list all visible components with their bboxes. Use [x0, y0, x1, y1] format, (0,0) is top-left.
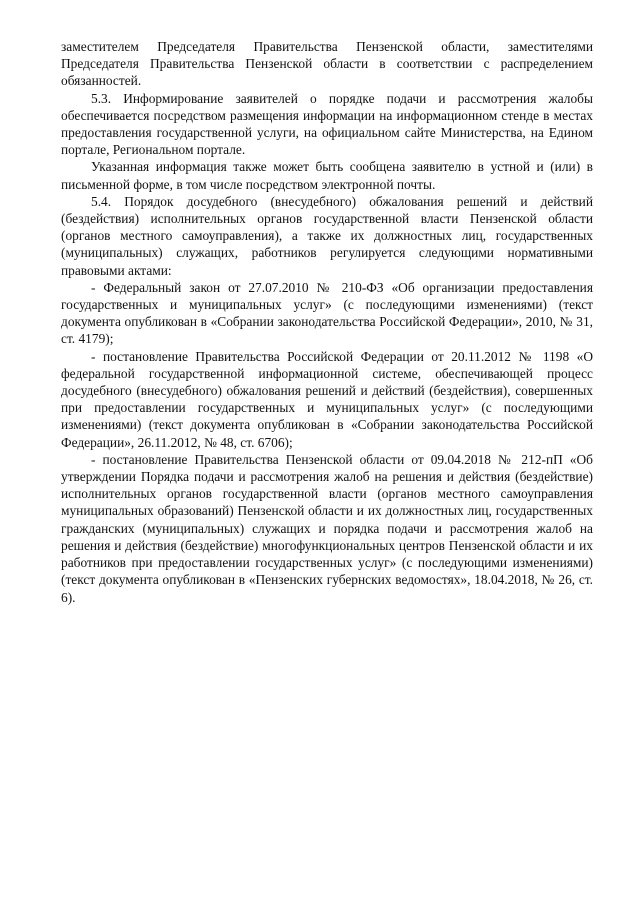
list-item-federal-law: - Федеральный закон от 27.07.2010 № 210-ФЗ «Об организации предоставления государственных и муниципальных услуг» (с последующими изменениями) (текст документа опубликован в «Собрании законодательства Российской Федерации», 2010, № 31, ст. 4179); — [61, 279, 593, 347]
paragraph-5-3: 5.3. Информирование заявителей о порядке подачи и рассмотрения жалобы обеспечивается посредством размещения информации на информационном стенде в местах предоставления государственной услуги, на официальном сайте Министерства, на Едином портале, Региональном портале. — [61, 90, 593, 158]
list-item-rf-resolution: - постановление Правительства Российской Федерации от 20.11.2012 № 1198 «О федеральной государственной информационной системе, обеспечивающей процесс досудебного (внесудебного) обжалования решений и действий (бездействия), совершенных при предоставлении государственных и муниципальных услуг» (с последующими изменениями) (текст документа опубликован в «Собрании законодательства Российской Федерации», 26.11.2012, № 48, ст. 6706); — [61, 348, 593, 450]
paragraph-continuation: заместителем Председателя Правительства Пензенской области, заместителями Председателя Правительства Пензенской области в соответствии с распределением обязанностей. — [61, 39, 593, 89]
paragraph-info-note: Указанная информация также может быть сообщена заявителю в устной и (или) в письменной форме, в том числе посредством электронной почты. — [61, 159, 593, 192]
paragraph-5-4: 5.4. Порядок досудебного (внесудебного) обжалования решений и действий (бездействия) исполнительных органов государственной власти Пензенской области (органов местного самоуправления), а также их должностных лиц, государственных (муниципальных) служащих, работников регулируется следующими нормативными правовыми актами: — [61, 193, 593, 278]
document-body — [61, 38, 593, 606]
list-item-penza-resolution: - постановление Правительства Пензенской области от 09.04.2018 № 212-пП «Об утверждении Порядка подачи и рассмотрения жалоб на решения и действия (бездействие) исполнительных органов государственной власти (органов местного самоуправления муниципальных образований) Пензенской области и их должностных лиц, государственных гражданских (муниципальных) служащих и порядка подачи и рассмотрения жалоб на решения и действия (бездействие) многофункциональных центров Пензенской области и их работников при предоставлении государственных услуг» (с последующими изменениями) (текст документа опубликован в «Пензенских губернских ведомостях», 18.04.2018, № 26, ст. 6). — [61, 451, 593, 605]
